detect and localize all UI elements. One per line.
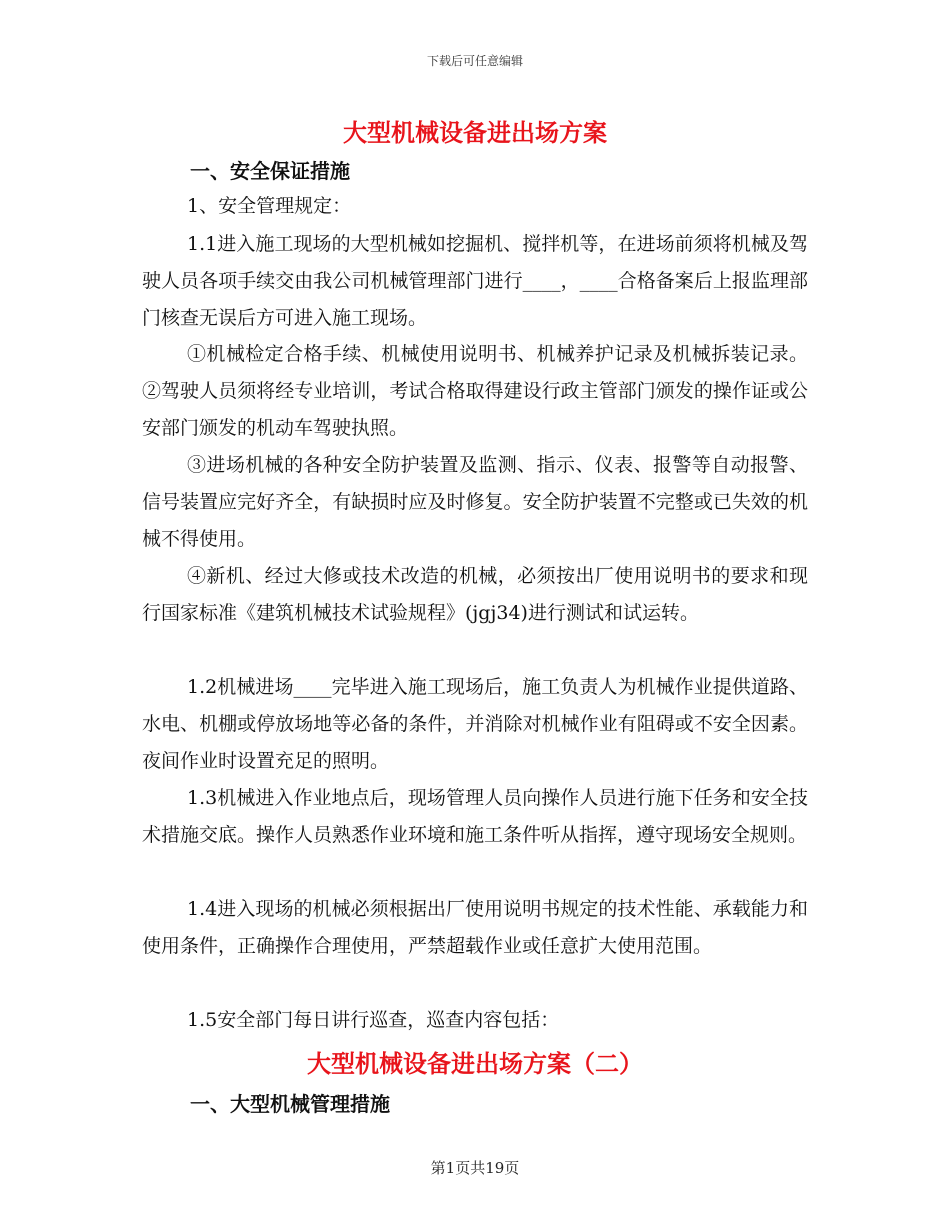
paragraph-circle-4: ④新机、经过大修或技术改造的机械，必须按出厂使用说明书的要求和现行国家标准《建筑机械技术试验规程》(jgj34)进行测试和试运转。: [142, 565, 808, 624]
paragraph-1-1: 1.1进入施工现场的大型机械如挖掘机、搅拌机等，在进场前须将机械及驾驶人员各项手续交由我公司机械管理部门进行____，____合格备案后上报监理部门核查无误后方可进入施工现场。: [142, 233, 808, 329]
paragraph-circle-3: ③进场机械的各种安全防护装置及监测、指示、仪表、报警等自动报警、信号装置应完好齐全，有缺损时应及时修复。安全防护装置不完整或已失效的机械不得使用。: [142, 454, 808, 550]
section-heading-management: 一、大型机械管理措施: [190, 1092, 390, 1116]
document-title: 大型机械设备进出场方案: [343, 119, 607, 147]
paragraph-1-2: 1.2机械进场____完毕进入施工现场后，施工负责人为机械作业提供道路、水电、机棚或停放场地等必备的条件，并消除对机械作业有阻碍或不安全因素。夜间作业时设置充足的照明。: [142, 676, 808, 772]
page-number: 第1页共19页: [430, 1159, 520, 1177]
paragraph-1-5: 1.5安全部门每日讲行巡查，巡查内容包括：: [187, 1009, 560, 1031]
document-title-2: 大型机械设备进出场方案（二）: [307, 1050, 643, 1078]
paragraph-1-3: 1.3机械进入作业地点后，现场管理人员向操作人员进行施下任务和安全技术措施交底。操作人员熟悉作业环境和施工条件听从指挥，遵守现场安全规则。: [142, 787, 808, 846]
section-heading-safety: 一、安全保证措施: [190, 159, 350, 183]
paragraph-1-4: 1.4进入现场的机械必须根据出厂使用说明书规定的技术性能、承载能力和使用条件，正确操作合理使用，严禁超载作业或任意扩大使用范围。: [142, 898, 808, 957]
paragraph-circle-1-2: ①机械检定合格手续、机械使用说明书、机械养护记录及机械拆装记录。②驾驶人员须将经专业培训，考试合格取得建设行政主管部门颁发的操作证或公安部门颁发的机动车驾驶执照。: [142, 343, 808, 439]
subsection-1: 1、安全管理规定：: [187, 195, 352, 217]
header-note: 下载后可任意编辑: [426, 54, 523, 68]
